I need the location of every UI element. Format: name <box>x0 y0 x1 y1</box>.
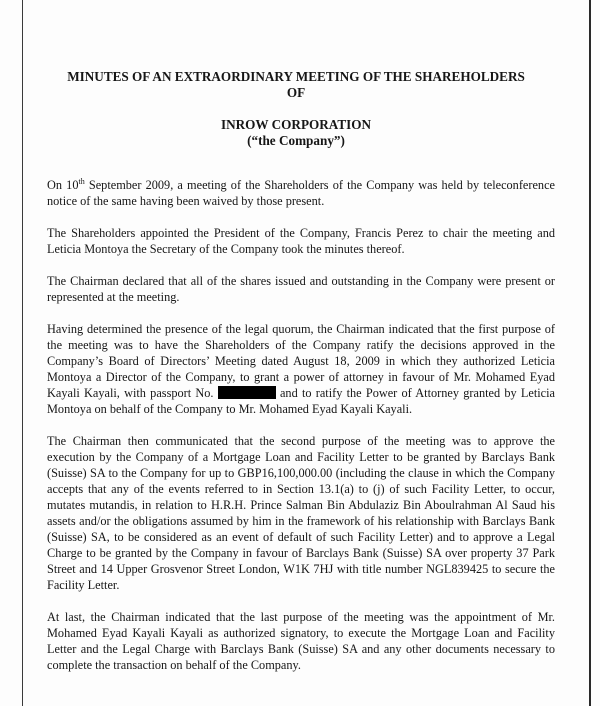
paragraph-shares-declaration: The Chairman declared that all of the shares issued and outstanding in the Company were present or represented at the meeting. <box>47 274 555 304</box>
meeting-day-suffix: th <box>78 177 85 186</box>
first-purpose-text-end: and to ratify the Power of Attorney granted by Leticia Montoya on behalf of the Company to Mr. Mohamed Eyad Kayali Kayali. <box>47 386 556 416</box>
page-left-edge <box>22 0 23 706</box>
minutes-body <box>47 177 555 689</box>
company-name: INROW CORPORATION <box>220 117 372 132</box>
meeting-date-text: September 2009, a meeting of the Shareholders of the Company was held by teleconference notice of the same having been waived by those present. <box>47 178 555 208</box>
page-right-edge <box>589 0 591 706</box>
document-title <box>40 69 552 101</box>
first-purpose-text-start: Having determined the presence of the legal quorum, the Chairman indicated that the first purpose of the meeting was to have the Shareholders of the Company ratify the decisions approved in the Company’s Board of Directors’ Meeting dated August 18, 2009 in which they authorized Leticia Montoya a Director of the Company, to grant a power of attorney in favour of Mr. Mohamed Eyad Kayali Kayali, with passport No. <box>47 322 555 400</box>
redacted-passport-number <box>218 386 276 399</box>
paragraph-second-purpose: The Chairman then communicated that the second purpose of the meeting was to approve the execution by the Company of a Mortgage Loan and Facility Letter to be granted by Barclays Bank (Suisse) SA to the Company for up to GBP16,100,000.00 (including the clause in which the Company accepts that any of the events referred to in Section 13.1(a) to (j) of such Facility Letter, to occur, mutates mutandis, in relation to H.R.H. Prince Salman Bin Abdulaziz Bin Aboulrahman Al Saud his assets and/or the obligations assumed by him in the framework of his relationship with Barclays Bank (Suisse) SA, to be considered as an event of default of such Facility Letter) and to approve a Legal Charge to be granted by the Company in favour of Barclays Bank (Suisse) SA over property 37 Park Street and 14 Upper Grosvenor Street London, W1K 7HJ with title number NGL839425 to secure the Facility Letter. <box>47 434 555 592</box>
meeting-day: On 10 <box>47 178 79 192</box>
title-line-1: MINUTES OF AN EXTRAORDINARY MEETING OF THE SHAREHOLDERS <box>67 69 525 84</box>
paragraph-last-purpose: At last, the Chairman indicated that the last purpose of the meeting was the appointment of Mr. Mohamed Eyad Kayali Kayali as authorized signatory, to execute the Mortgage Loan and Facility Letter and the Legal Charge with Barclays Bank (Suisse) SA and any other documents necessary to complete the transaction on behalf of the Company. <box>47 610 555 672</box>
company-heading <box>40 117 552 149</box>
paragraph-meeting-date <box>47 177 555 209</box>
paragraph-chair-appointment: The Shareholders appointed the President of the Company, Francis Perez to chair the meeting and Leticia Montoya the Secretary of the Company took the minutes thereof. <box>47 226 555 256</box>
paragraph-first-purpose <box>47 321 555 417</box>
title-line-2: OF <box>286 85 306 100</box>
company-alias: (“the Company”) <box>247 133 345 148</box>
